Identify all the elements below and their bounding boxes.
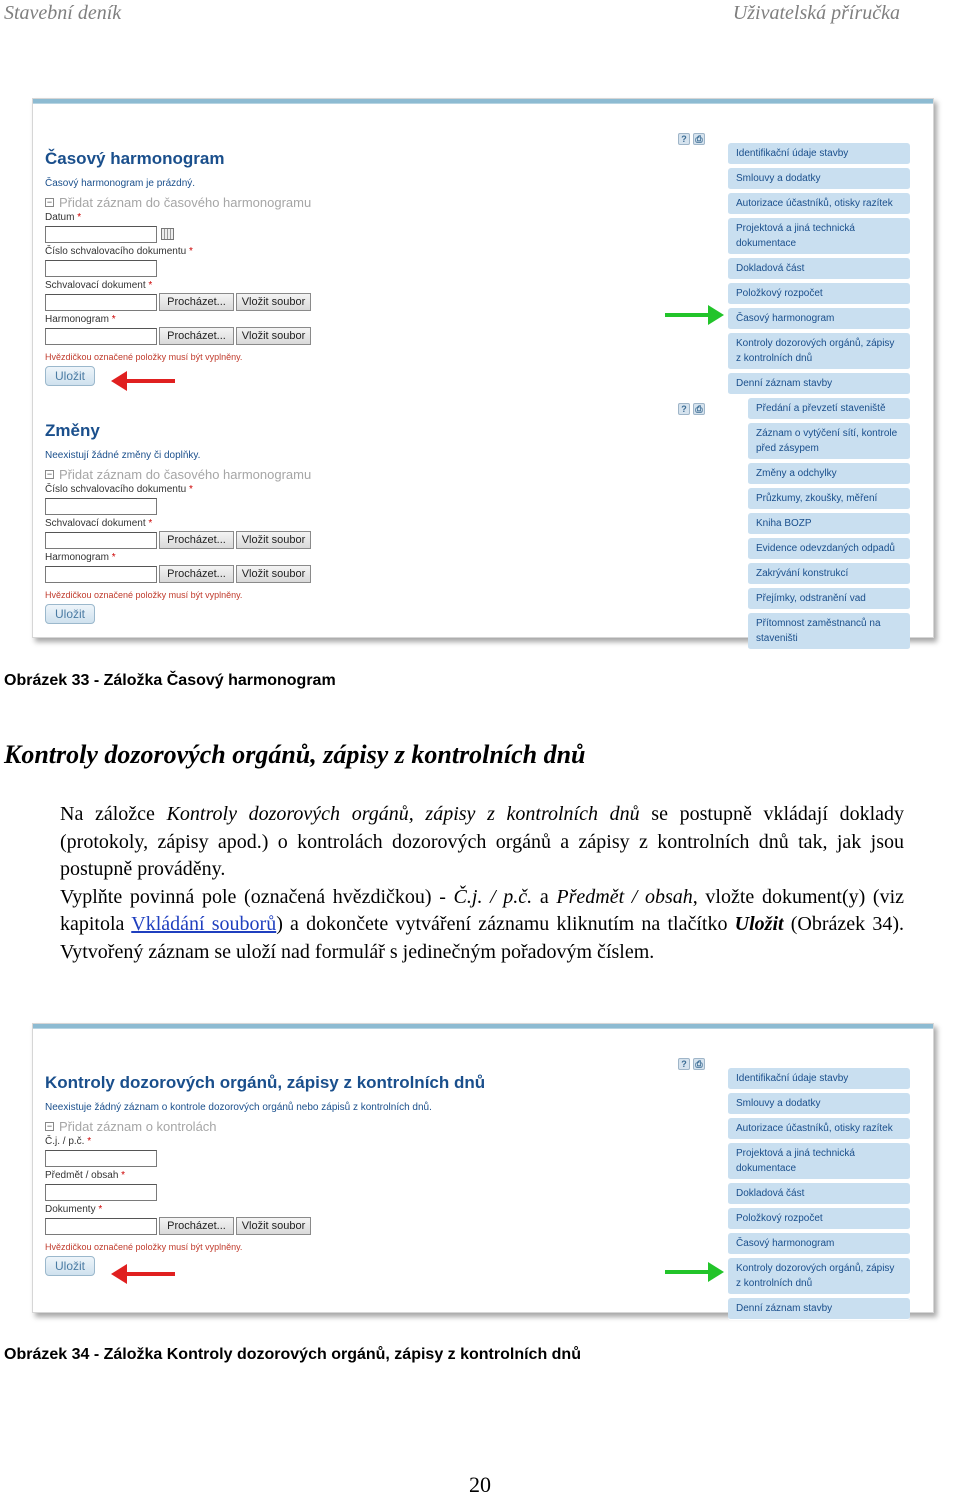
calendar-icon[interactable] — [161, 228, 174, 240]
insert-file-button[interactable]: Vložit soubor — [236, 531, 311, 549]
collapse-icon: − — [46, 197, 53, 207]
changes-message: Neexistují žádné změny či doplňky. — [45, 450, 201, 461]
page-number: 20 — [469, 1472, 491, 1497]
main-menu — [728, 143, 910, 653]
add-record-label: Přidat záznam o kontrolách — [59, 1119, 217, 1134]
green-arrow-icon — [665, 313, 710, 317]
menu-item[interactable]: Projektová a jiná technická dokumentace — [728, 1143, 910, 1180]
cj-input[interactable] — [45, 1150, 157, 1167]
help-icon[interactable]: ? — [678, 1058, 690, 1070]
menu-item[interactable]: Položkový rozpočet — [728, 283, 910, 305]
insert-file-button[interactable]: Vložit soubor — [236, 1217, 311, 1235]
submenu-item[interactable]: Zakrývání konstrukcí — [748, 563, 910, 585]
dokumenty-file-input[interactable] — [45, 1218, 157, 1235]
submenu-item[interactable]: Změny a odchylky — [748, 463, 910, 485]
required-note: Hvězdičkou označené položky musí být vyplněny. — [45, 1242, 243, 1252]
add-record-label: Přidat záznam do časového harmonogramu — [59, 195, 312, 210]
cislo-label: Číslo schvalovacího dokumentu * — [45, 484, 193, 495]
figure-caption: Obrázek 34 - Záložka Kontroly dozorových orgánů, zápisy z kontrolních dnů — [4, 1346, 581, 1363]
harm-file-input[interactable] — [45, 566, 157, 583]
menu-item[interactable]: Kontroly dozorových orgánů, zápisy z kontrolních dnů — [728, 333, 910, 370]
toolbar-icons — [678, 133, 705, 145]
cislo-label: Číslo schvalovacího dokumentu * — [45, 246, 193, 257]
section-title: Časový harmonogram — [45, 149, 225, 168]
schval-file-input[interactable] — [45, 294, 157, 311]
help-icon[interactable]: ? — [678, 133, 690, 145]
menu-item[interactable]: Autorizace účastníků, otisky razítek — [728, 1118, 910, 1140]
empty-message: Neexistuje žádný záznam o kontrole dozorových orgánů nebo zápisů z kontrolních dnů. — [45, 1102, 432, 1113]
help-icon[interactable]: ? — [678, 403, 690, 415]
browse-button[interactable]: Procházet... — [159, 1217, 234, 1235]
menu-item[interactable]: Smlouvy a dodatky — [728, 1093, 910, 1115]
changes-add-label: Přidat záznam do časového harmonogramu — [59, 467, 312, 482]
menu-item-active[interactable]: Kontroly dozorových orgánů, zápisy z kontrolních dnů — [728, 1258, 910, 1295]
submenu-item[interactable]: Záznam o vytýčení sítí, kontrole před zásypem — [748, 423, 910, 460]
submenu-item[interactable]: Evidence odevzdaných odpadů — [748, 538, 910, 560]
menu-item[interactable]: Smlouvy a dodatky — [728, 168, 910, 190]
add-record-toggle[interactable] — [45, 1119, 665, 1134]
add-record-toggle[interactable] — [45, 195, 665, 210]
menu-item[interactable]: Denní záznam stavby — [728, 1298, 910, 1320]
insert-file-button[interactable]: Vložit soubor — [236, 565, 311, 583]
body-text — [60, 801, 904, 966]
datum-input[interactable] — [45, 226, 157, 243]
menu-item-active[interactable]: Časový harmonogram — [728, 308, 910, 330]
schval-file-input[interactable] — [45, 532, 157, 549]
changes-form — [45, 421, 665, 624]
predmet-label: Předmět / obsah * — [45, 1170, 126, 1181]
menu-item[interactable]: Projektová a jiná technická dokumentace — [728, 218, 910, 255]
browse-button[interactable]: Procházet... — [159, 327, 234, 345]
save-button[interactable]: Uložit — [45, 366, 95, 386]
toolbar-icons — [678, 1058, 705, 1070]
empty-message: Časový harmonogram je prázdný. — [45, 178, 196, 189]
submenu-item[interactable]: Přejímky, odstranění vad — [748, 588, 910, 610]
harm-label: Harmonogram * — [45, 552, 116, 563]
collapse-icon: − — [46, 469, 53, 479]
cislo-input[interactable] — [45, 498, 157, 515]
cislo-input[interactable] — [45, 260, 157, 277]
cj-label: Č.j. / p.č. * — [45, 1136, 92, 1147]
inspection-form — [45, 1073, 665, 1276]
print-icon[interactable]: ⎙ — [693, 133, 705, 145]
menu-item[interactable]: Dokladová část — [728, 1183, 910, 1205]
screenshot-top-bar — [33, 1024, 933, 1029]
menu-item[interactable]: Identifikační údaje stavby — [728, 143, 910, 165]
submenu-item[interactable]: Předání a převzetí staveniště — [748, 398, 910, 420]
figure-33-screenshot — [32, 98, 934, 644]
menu-item[interactable]: Autorizace účastníků, otisky razítek — [728, 193, 910, 215]
chapter-link[interactable]: Vkládání souborů — [131, 913, 277, 935]
harm-file-input[interactable] — [45, 328, 157, 345]
collapse-icon: − — [46, 1121, 53, 1131]
section-heading: Kontroly dozorových orgánů, zápisy z kontrolních dnů — [4, 740, 586, 769]
required-note: Hvězdičkou označené položky musí být vyplněny. — [45, 352, 243, 362]
browse-button[interactable]: Procházet... — [159, 293, 234, 311]
insert-file-button[interactable]: Vložit soubor — [236, 293, 311, 311]
datum-label: Datum * — [45, 212, 82, 223]
save-button[interactable]: Uložit — [45, 1256, 95, 1276]
required-note: Hvězdičkou označené položky musí být vyplněny. — [45, 590, 243, 600]
green-arrow-icon — [665, 1270, 710, 1274]
red-arrow-icon — [125, 1272, 175, 1276]
submenu — [728, 398, 910, 650]
insert-file-button[interactable]: Vložit soubor — [236, 327, 311, 345]
figure-caption: Obrázek 33 - Záložka Časový harmonogram — [4, 672, 336, 689]
print-icon[interactable]: ⎙ — [693, 403, 705, 415]
changes-title: Změny — [45, 421, 100, 440]
changes-add-toggle[interactable] — [45, 467, 665, 482]
schval-label: Schvalovací dokument * — [45, 518, 153, 529]
section-title: Kontroly dozorových orgánů, zápisy z kontrolních dnů — [45, 1073, 486, 1092]
screenshot-top-bar — [33, 99, 933, 104]
predmet-input[interactable] — [45, 1184, 157, 1201]
menu-item[interactable]: Dokladová část — [728, 258, 910, 280]
browse-button[interactable]: Procházet... — [159, 531, 234, 549]
red-arrow-icon — [125, 379, 175, 383]
schval-label: Schvalovací dokument * — [45, 280, 153, 291]
paragraph-2: Vyplňte povinná pole (označená hvězdičkou) - Č.j. / p.č. a Předmět / obsah, vložte dokument(y) (viz kapitola Vkládání souborů) a dokončete vytváření záznamu kliknutím na tlačítko Uložit (Obrázek 34). Vytvořený záznam se uloží nad formulář s jedinečným pořadovým číslem. — [60, 885, 905, 963]
menu-item[interactable]: Položkový rozpočet — [728, 1208, 910, 1230]
submenu-item[interactable]: Kniha BOZP — [748, 513, 910, 535]
running-head-left: Stavební deník — [4, 2, 122, 24]
paragraph-1: Na záložce Kontroly dozorových orgánů, zápisy z kontrolních dnů se postupně vkládají doklady (protokoly, zápisy apod.) o kontrolách dozorových orgánů a zápisy z kontrolních dnů tak, jak jsou postupně prováděny. — [60, 803, 904, 880]
dokumenty-label: Dokumenty * — [45, 1204, 103, 1215]
print-icon[interactable]: ⎙ — [693, 1058, 705, 1070]
menu-item[interactable]: Identifikační údaje stavby — [728, 1068, 910, 1090]
main-menu — [728, 1068, 910, 1323]
harm-label: Harmonogram * — [45, 314, 116, 325]
browse-button[interactable]: Procházet... — [159, 565, 234, 583]
toolbar-icons — [678, 403, 705, 415]
submenu-item[interactable]: Přítomnost zaměstnanců na staveništi — [748, 613, 910, 650]
menu-item[interactable]: Denní záznam stavby — [728, 373, 910, 395]
figure-34-screenshot — [32, 1023, 934, 1313]
schedule-form — [45, 149, 665, 386]
save-button[interactable]: Uložit — [45, 604, 95, 624]
menu-item[interactable]: Časový harmonogram — [728, 1233, 910, 1255]
submenu-item[interactable]: Průzkumy, zkoušky, měření — [748, 488, 910, 510]
running-head-right: Uživatelská příručka — [732, 2, 900, 24]
